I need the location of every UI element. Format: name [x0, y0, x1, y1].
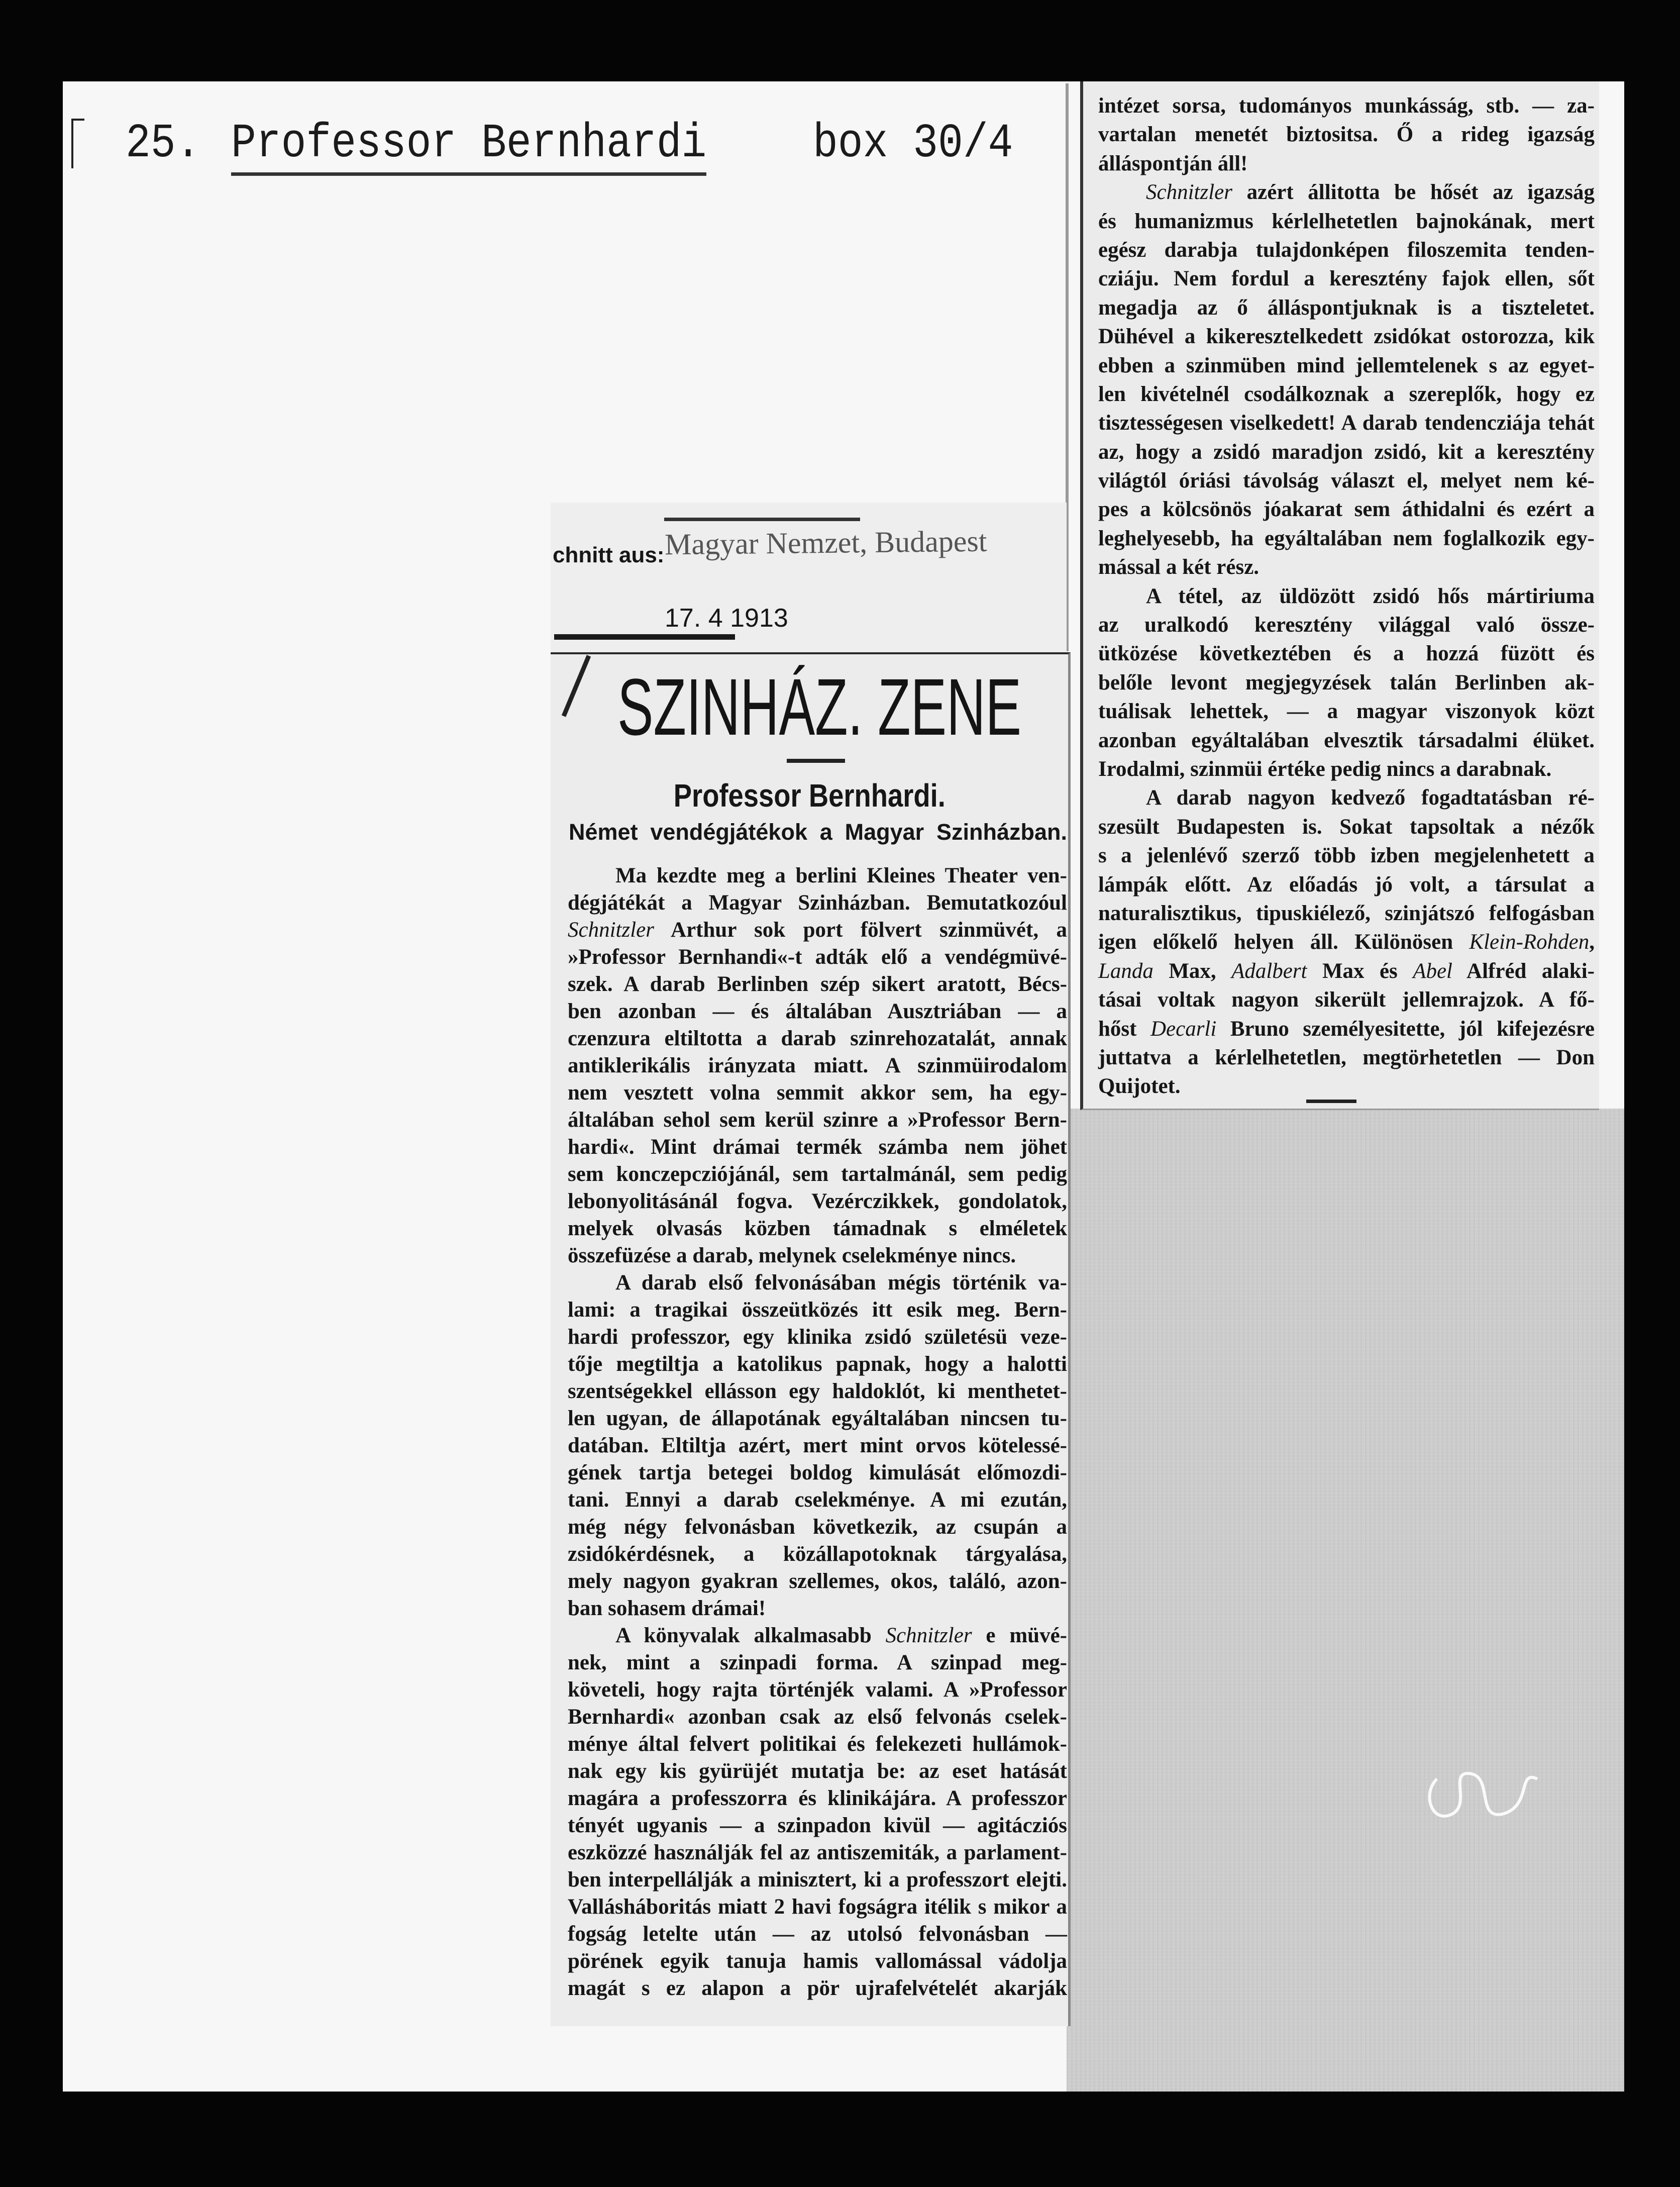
article-line: pörének egyik tanuja hamis vallomással vádolja — [568, 1949, 1067, 1973]
article-line: megadja az ő álláspontjuknak is a tiszteletet. — [1098, 295, 1595, 320]
article-line: A darab nagyon kedvező fogadtatásban ré- — [1146, 786, 1595, 810]
article-line: az uralkodó keresztény világgal való össze- — [1098, 613, 1595, 637]
article-line: mással a két rész. — [1098, 555, 1259, 579]
article-line: sem konczepcziójánál, sem tartalmánál, sem pedig — [568, 1162, 1067, 1186]
article-line: tásai voltak nagyon sikerült jellemrajzok. A fő- — [1098, 988, 1595, 1012]
article-line: Vallásháboritás miatt 2 havi fogságra itélik s mikor a — [568, 1895, 1067, 1919]
article-line: azonban egyáltalában elvesztik társadalmi élüket. — [1098, 728, 1595, 752]
article-column-left — [568, 862, 1067, 2002]
article-title-text: Professor Bernhardi. — [673, 777, 946, 814]
item-title: Professor Bernhardi — [231, 115, 706, 176]
article-line: tényét ugyanis — a szinpadon kivül — agitácziós — [568, 1814, 1067, 1837]
article-line: igen előkelő helyen áll. Különösen Klein-Rohden, — [1098, 930, 1595, 954]
article-line: len kivételnél csodálkoznak a szereplők, hogy ez — [1098, 382, 1595, 406]
article-line: nak egy kis gyürüjét mutatja be: az eset hatását — [568, 1759, 1067, 1783]
article-line: nek, mint a szinpadi forma. A szinpad meg- — [568, 1651, 1067, 1674]
end-mark — [1306, 1100, 1356, 1103]
article-line: s a jelenlévő szerző több izben megjelenhetett a — [1098, 844, 1595, 868]
article-line: szek. A darab Berlinben szép sikert aratott, Bécs- — [568, 972, 1067, 996]
title-rule — [787, 759, 845, 763]
article-line: hőst Decarli Bruno személyesitette, jól kifejezésre — [1098, 1017, 1595, 1041]
article-line: magára a professzorra és klinikájára. A professzor — [568, 1786, 1067, 1810]
item-number: 25. — [126, 116, 201, 171]
article-line: juttatva a kérlelhetetlen, megtörhetetlen — Don — [1098, 1045, 1595, 1069]
article-line: szentségekkel ellásson egy haldoklót, ki menthetet- — [568, 1379, 1067, 1403]
source-stamp: Magyar Nemzet, Budapest — [664, 524, 987, 561]
article-line: datában. Eltiltja azért, mert mint orvos kötelessé- — [568, 1434, 1067, 1457]
section-title: SZINHÁZ. ZENE — [617, 662, 1022, 752]
article-line: hardi«. Mint drámai termék számba nem jöhet — [568, 1135, 1067, 1159]
article-line: A darab első felvonásában mégis történik va- — [615, 1271, 1067, 1295]
article-line: követeli, hogy rajta történjék valami. A »Professor — [568, 1678, 1067, 1702]
article-line: tani. Ennyi a darab cselekménye. A mi ezután, — [568, 1488, 1067, 1512]
article-line: hardi professzor, egy klinika zsidó születésü veze- — [568, 1325, 1067, 1349]
article-line: és humanizmus kérlelhetetlen bajnokának, mert — [1098, 209, 1595, 233]
article-line: ménye által felvert politikai és felekezeti hullámok- — [568, 1732, 1067, 1756]
article-line: antiklerikális irányzata miatt. A szinmüirodalom — [568, 1054, 1067, 1077]
source-label: chnitt aus: — [553, 543, 665, 567]
article-line: dégjátékát a Magyar Szinházban. Bemutatkozóul — [568, 891, 1067, 915]
article-line: melyek olvasás közben támadnak s elméletek — [568, 1217, 1067, 1240]
article-line: A könyvalak alkalmasabb Schnitzler e müvé- — [615, 1624, 1067, 1647]
article-line: gének tartja betegei boldog kimulását előmozdi- — [568, 1461, 1067, 1484]
article-line: czenzura eltiltotta a darab szinrehozatalát, annak — [568, 1027, 1067, 1050]
article-line: egész darabja tulajdonképen filoszemita tenden- — [1098, 238, 1595, 262]
box-label: box 30/4 — [813, 116, 1013, 171]
article-title — [551, 778, 1068, 813]
article-line: ebben a szinmüben mind jellemtelenek s az egyet- — [1098, 353, 1595, 377]
article-line: cziáju. Nem fordul a keresztény fajok ellen, sőt — [1098, 267, 1595, 291]
article-line: világtól óriási távolság választ el, melyet nem ké- — [1098, 469, 1595, 493]
article-line: általában sehol sem kerül szinre a »Professor Bern- — [568, 1108, 1067, 1132]
article-line: Irodalmi, szinmüi értéke pedig nincs a darabnak. — [1098, 757, 1552, 781]
article-line: Quijotet. — [1098, 1074, 1181, 1099]
corner-mark — [71, 119, 84, 168]
article-line: tuálisak lehettek, — a magyar viszonyok közt — [1098, 700, 1595, 724]
article-line: naturalisztikus, tipuskiélező, szinjátszó felfogásban — [1098, 901, 1595, 925]
article-line: lami: a tragikai összeütközés itt esik meg. Bern- — [568, 1298, 1067, 1322]
article-line: belőle levont megjegyzések talán Berlinben ak- — [1098, 670, 1595, 694]
strike-mark — [664, 518, 860, 521]
article-subtitle: Német vendégjátékok a Magyar Szinházban. — [569, 819, 1067, 845]
article-line: Schnitzler Arthur sok port fölvert szinmüvét, a — [568, 918, 1067, 942]
article-line: még négy felvonásban következik, az csupán a — [568, 1515, 1067, 1539]
article-column-right — [1098, 91, 1595, 1101]
article-line: Landa Max, Adalbert Max és Abel Alfréd alaki- — [1098, 959, 1595, 983]
article-line: eszközzé használják fel az antiszemiták, a parlament- — [568, 1841, 1067, 1864]
date-stamp: 17. 4 1913 — [665, 604, 788, 633]
article-line: ben interpellálják a minisztert, ki a professzort elejti. — [568, 1868, 1067, 1892]
article-line: lebonyolitásánál fogva. Vezérczikkek, gondolatok, — [568, 1189, 1067, 1213]
article-line: intézet sorsa, tudományos munkásság, stb. — za- — [1098, 94, 1595, 118]
article-line: ütközése következtében és a hozzá füzött és — [1098, 642, 1595, 666]
article-line: zsidókérdésnek, a közállapotoknak tárgyalása, — [568, 1542, 1067, 1566]
article-line: vartalan menetét biztositsa. Ő a rideg igazság — [1098, 123, 1595, 147]
article-line: álláspontján áll! — [1098, 151, 1248, 175]
article-line: tője megtiltja a katolikus papnak, hogy a halotti — [568, 1352, 1067, 1376]
article-line: lámpák előtt. Az előadás jó volt, a társulat a — [1098, 872, 1595, 897]
article-line: ben azonban — és általában Ausztriában — a — [568, 1000, 1067, 1023]
article-line: tisztességesen viselkedett! A darab tendencziája tehát — [1098, 411, 1595, 435]
article-line: nem vesztett volna semmit akkor sem, ha egy- — [568, 1081, 1067, 1105]
article-line: az, hogy a zsidó maradjon zsidó, kit a keresztény — [1098, 440, 1595, 464]
date-underline — [554, 634, 735, 640]
article-line: szesült Budapesten is. Sokat tapsoltak a nézők — [1098, 815, 1595, 839]
article-line: magát s ez alapon a pör ujrafelvételét akarják — [568, 1976, 1067, 2000]
article-line: leghelyesebb, ha egyáltalában nem foglalkozik egy- — [1098, 526, 1595, 550]
article-line: ban sohasem drámai! — [568, 1597, 766, 1620]
article-line: mely nagyon gyakran szellemes, okos, találó, azon- — [568, 1569, 1067, 1593]
handwritten-mark — [1417, 1749, 1547, 1849]
article-line: Schnitzler azért állitotta be hősét az igazság — [1146, 180, 1595, 205]
pencil-mark — [558, 653, 598, 719]
article-line: fogság letelte után — az utolsó felvonásban — — [568, 1922, 1067, 1946]
backing-paper — [1067, 1109, 1624, 2092]
article-line: »Professor Bernhandi«-t adták elő a vendégmüvé- — [568, 945, 1067, 969]
article-line: pes a kölcsönös jóakarat sem áthidalni és ezért a — [1098, 498, 1595, 522]
article-line: Ma kezdte meg a berlini Kleines Theater ven- — [615, 864, 1067, 887]
article-line: Bernhardi« azonban csak az első felvonás cselek- — [568, 1705, 1067, 1729]
article-line: len ugyan, de állapotának egyáltalában nincsen tu- — [568, 1407, 1067, 1430]
article-line: A tétel, az üldözött zsidó hős mártiriuma — [1146, 584, 1595, 608]
article-line: összefüzése a darab, melynek cselekménye nincs. — [568, 1244, 1016, 1267]
article-line: Dühével a kikeresztelkedett zsidókat ostorozza, kik — [1098, 325, 1595, 349]
